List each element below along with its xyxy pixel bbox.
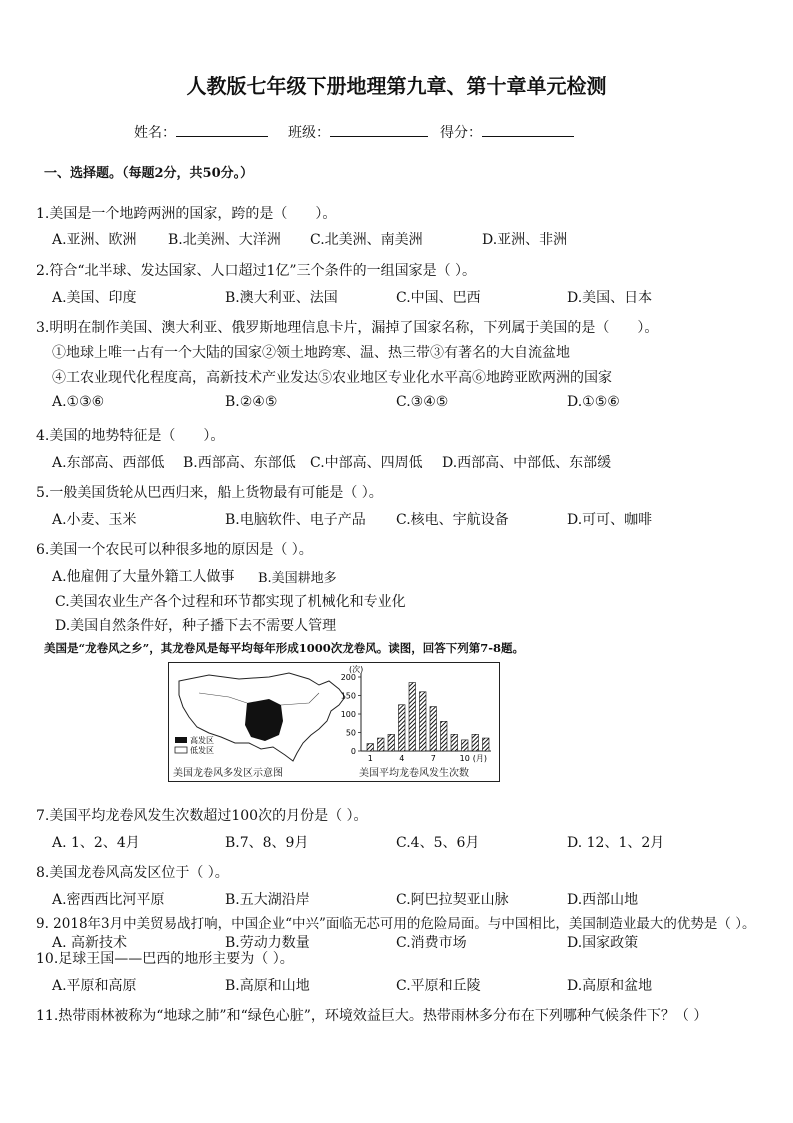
q4-option-b: B.西部高、东部低 <box>183 455 296 471</box>
q1-option-c: C.北美洲、南美洲 <box>310 232 423 248</box>
bar-month-4 <box>398 705 405 751</box>
q10-stem: 10.足球王国——巴西的地形主要为（ ）。 <box>36 951 294 967</box>
q3-option-a: A.①③⑥ <box>52 394 105 410</box>
tornado-bar-chart <box>341 664 491 763</box>
legend-low-label: 低发区 <box>190 746 214 755</box>
legend-high-label: 高发区 <box>190 736 214 745</box>
score-label: 得分： <box>440 125 482 141</box>
bar-month-6 <box>419 692 426 751</box>
q7-option-a: A. 1、2、4月 <box>52 835 140 851</box>
q10-option-b: B.高原和山地 <box>225 978 310 994</box>
chart-caption: 美国平均龙卷风发生次数 <box>359 768 469 779</box>
reading-note: 美国是“龙卷风之乡”，其龙卷风是每平均每年形成1000次龙卷风。读图，回答下列第7-8题。 <box>44 641 525 655</box>
name-label: 姓名： <box>134 125 176 141</box>
x-tick-label: 7 <box>430 754 436 763</box>
name-field <box>134 122 268 142</box>
q3-option-d: D.①⑤⑥ <box>567 394 620 410</box>
q5-option-d: D.可可、咖啡 <box>567 512 653 528</box>
q5-option-a: A.小麦、玉米 <box>52 512 137 528</box>
q8-option-c: C.阿巴拉契亚山脉 <box>396 892 509 908</box>
map-caption: 美国龙卷风多发区示意图 <box>173 768 283 779</box>
q11-stem: 11.热带雨林被称为“地球之肺”和“绿色心脏”，环境效益巨大。热带雨林多分布在下列哪种气候条件下？（ ） <box>36 1008 708 1024</box>
q4-stem: 4.美国的地势特征是（ ）。 <box>36 428 225 444</box>
class-label: 班级： <box>288 125 330 141</box>
q4-option-c: C.中部高、四周低 <box>310 455 423 471</box>
score-field <box>440 122 574 142</box>
class-blank <box>330 122 428 137</box>
x-tick-label: 1 <box>367 754 373 763</box>
q4-option-d: D.西部高、中部低、东部缓 <box>442 455 612 471</box>
q2-option-b: B.澳大利亚、法国 <box>225 290 338 306</box>
q8-option-a: A.密西西比河平原 <box>52 892 165 908</box>
x-axis-unit: (月) <box>472 754 487 763</box>
q1-option-b: B.北美洲、大洋洲 <box>168 232 281 248</box>
y-tick-label: 150 <box>340 691 356 701</box>
q8-option-d: D.西部山地 <box>567 892 639 908</box>
bar-month-2 <box>377 738 384 751</box>
y-tick-label: 200 <box>340 673 356 682</box>
bar-month-11 <box>472 734 479 751</box>
section-heading: 一、选择题。（每题2分，共50分。） <box>44 166 254 181</box>
q9-stem: 9. 2018年3月中美贸易战打响，中国企业“中兴”面临无芯可用的危险局面。与中国相比，美国制造业最大的优势是（ ）。 <box>36 916 756 932</box>
page-title: 人教版七年级下册地理第九章、第十章单元检测 <box>186 74 607 98</box>
bar-month-7 <box>430 707 437 751</box>
q5-option-c: C.核电、宇航设备 <box>396 512 509 528</box>
q6-option-b: B.美国耕地多 <box>258 571 337 586</box>
bar-month-10 <box>461 740 468 751</box>
q1-option-a: A.亚洲、欧洲 <box>52 232 137 248</box>
q7-stem: 7.美国平均龙卷风发生次数超过100次的月份是（ ）。 <box>36 808 368 824</box>
q7-option-c: C.4、5、6月 <box>396 835 480 851</box>
class-field <box>288 122 428 142</box>
q2-stem: 2.符合“北半球、发达国家、人口超过1亿”三个条件的一组国家是（ ）。 <box>36 263 477 279</box>
q10-option-a: A.平原和高原 <box>52 978 137 994</box>
q6-option-c: C.美国农业生产各个过程和环节都实现了机械化和专业化 <box>55 594 406 610</box>
y-tick-label: 50 <box>345 728 356 738</box>
q9-option-c: C.消费市场 <box>396 935 467 951</box>
q6-option-d: D.美国自然条件好，种子播下去不需要人管理 <box>55 618 337 634</box>
q8-option-b: B.五大湖沿岸 <box>225 892 310 908</box>
tornado-figure <box>168 662 500 782</box>
q2-option-d: D.美国、日本 <box>567 290 653 306</box>
y-tick-label: 100 <box>340 710 356 719</box>
high-incidence-area <box>245 699 283 741</box>
name-blank <box>176 122 268 137</box>
q7-option-d: D. 12、1、2月 <box>567 835 665 851</box>
bar-month-9 <box>451 734 458 751</box>
legend-low-swatch <box>175 747 187 753</box>
q5-option-b: B.电脑软件、电子产品 <box>225 512 366 528</box>
q3-line1: ①地球上唯一占有一个大陆的国家②领土地跨寒、温、热三带③有著名的大自流盆地 <box>52 345 570 361</box>
q8-stem: 8.美国龙卷风高发区位于（ ）。 <box>36 865 229 881</box>
y-axis-unit: (次) <box>349 665 364 674</box>
q3-option-c: C.③④⑤ <box>396 394 449 410</box>
x-tick-label: 4 <box>399 754 405 763</box>
bar-month-3 <box>388 734 395 751</box>
q1-option-d: D.亚洲、非洲 <box>482 232 568 248</box>
q1-stem: 1.美国是一个地跨两洲的国家，跨的是（ ）。 <box>36 206 337 222</box>
score-blank <box>482 122 574 137</box>
bar-month-5 <box>409 683 416 751</box>
q10-option-c: C.平原和丘陵 <box>396 978 481 994</box>
q2-option-c: C.中国、巴西 <box>396 290 481 306</box>
bar-month-12 <box>482 738 489 751</box>
q3-line2: ④工农业现代化程度高，高新技术产业发达⑤农业地区专业化水平高⑥地跨亚欧两洲的国家 <box>52 370 612 386</box>
bar-month-8 <box>440 721 447 751</box>
y-tick-label: 0 <box>350 747 356 756</box>
q2-option-a: A.美国、印度 <box>52 290 137 306</box>
q10-option-d: D.高原和盆地 <box>567 978 653 994</box>
q3-option-b: B.②④⑤ <box>225 394 278 410</box>
q7-option-b: B.7、8、9月 <box>225 835 309 851</box>
x-tick-label: 10 <box>459 754 470 763</box>
bar-month-1 <box>367 744 374 751</box>
q6-option-a: A.他雇佣了大量外籍工人做事 <box>52 569 235 585</box>
legend-high-swatch <box>175 737 187 743</box>
q5-stem: 5.一般美国货轮从巴西归来，船上货物最有可能是（ ）。 <box>36 485 383 501</box>
q6-stem: 6.美国一个农民可以种很多地的原因是（ ）。 <box>36 542 313 558</box>
q9-option-b: B.劳动力数量 <box>225 935 310 951</box>
q3-stem: 3.明明在制作美国、澳大利亚、俄罗斯地理信息卡片，漏掉了国家名称，下列属于美国的是（ ）。 <box>36 320 659 336</box>
q9-option-d: D.国家政策 <box>567 935 639 951</box>
q4-option-a: A.东部高、西部低 <box>52 455 165 471</box>
q9-option-a: A. 高新技术 <box>52 935 128 951</box>
